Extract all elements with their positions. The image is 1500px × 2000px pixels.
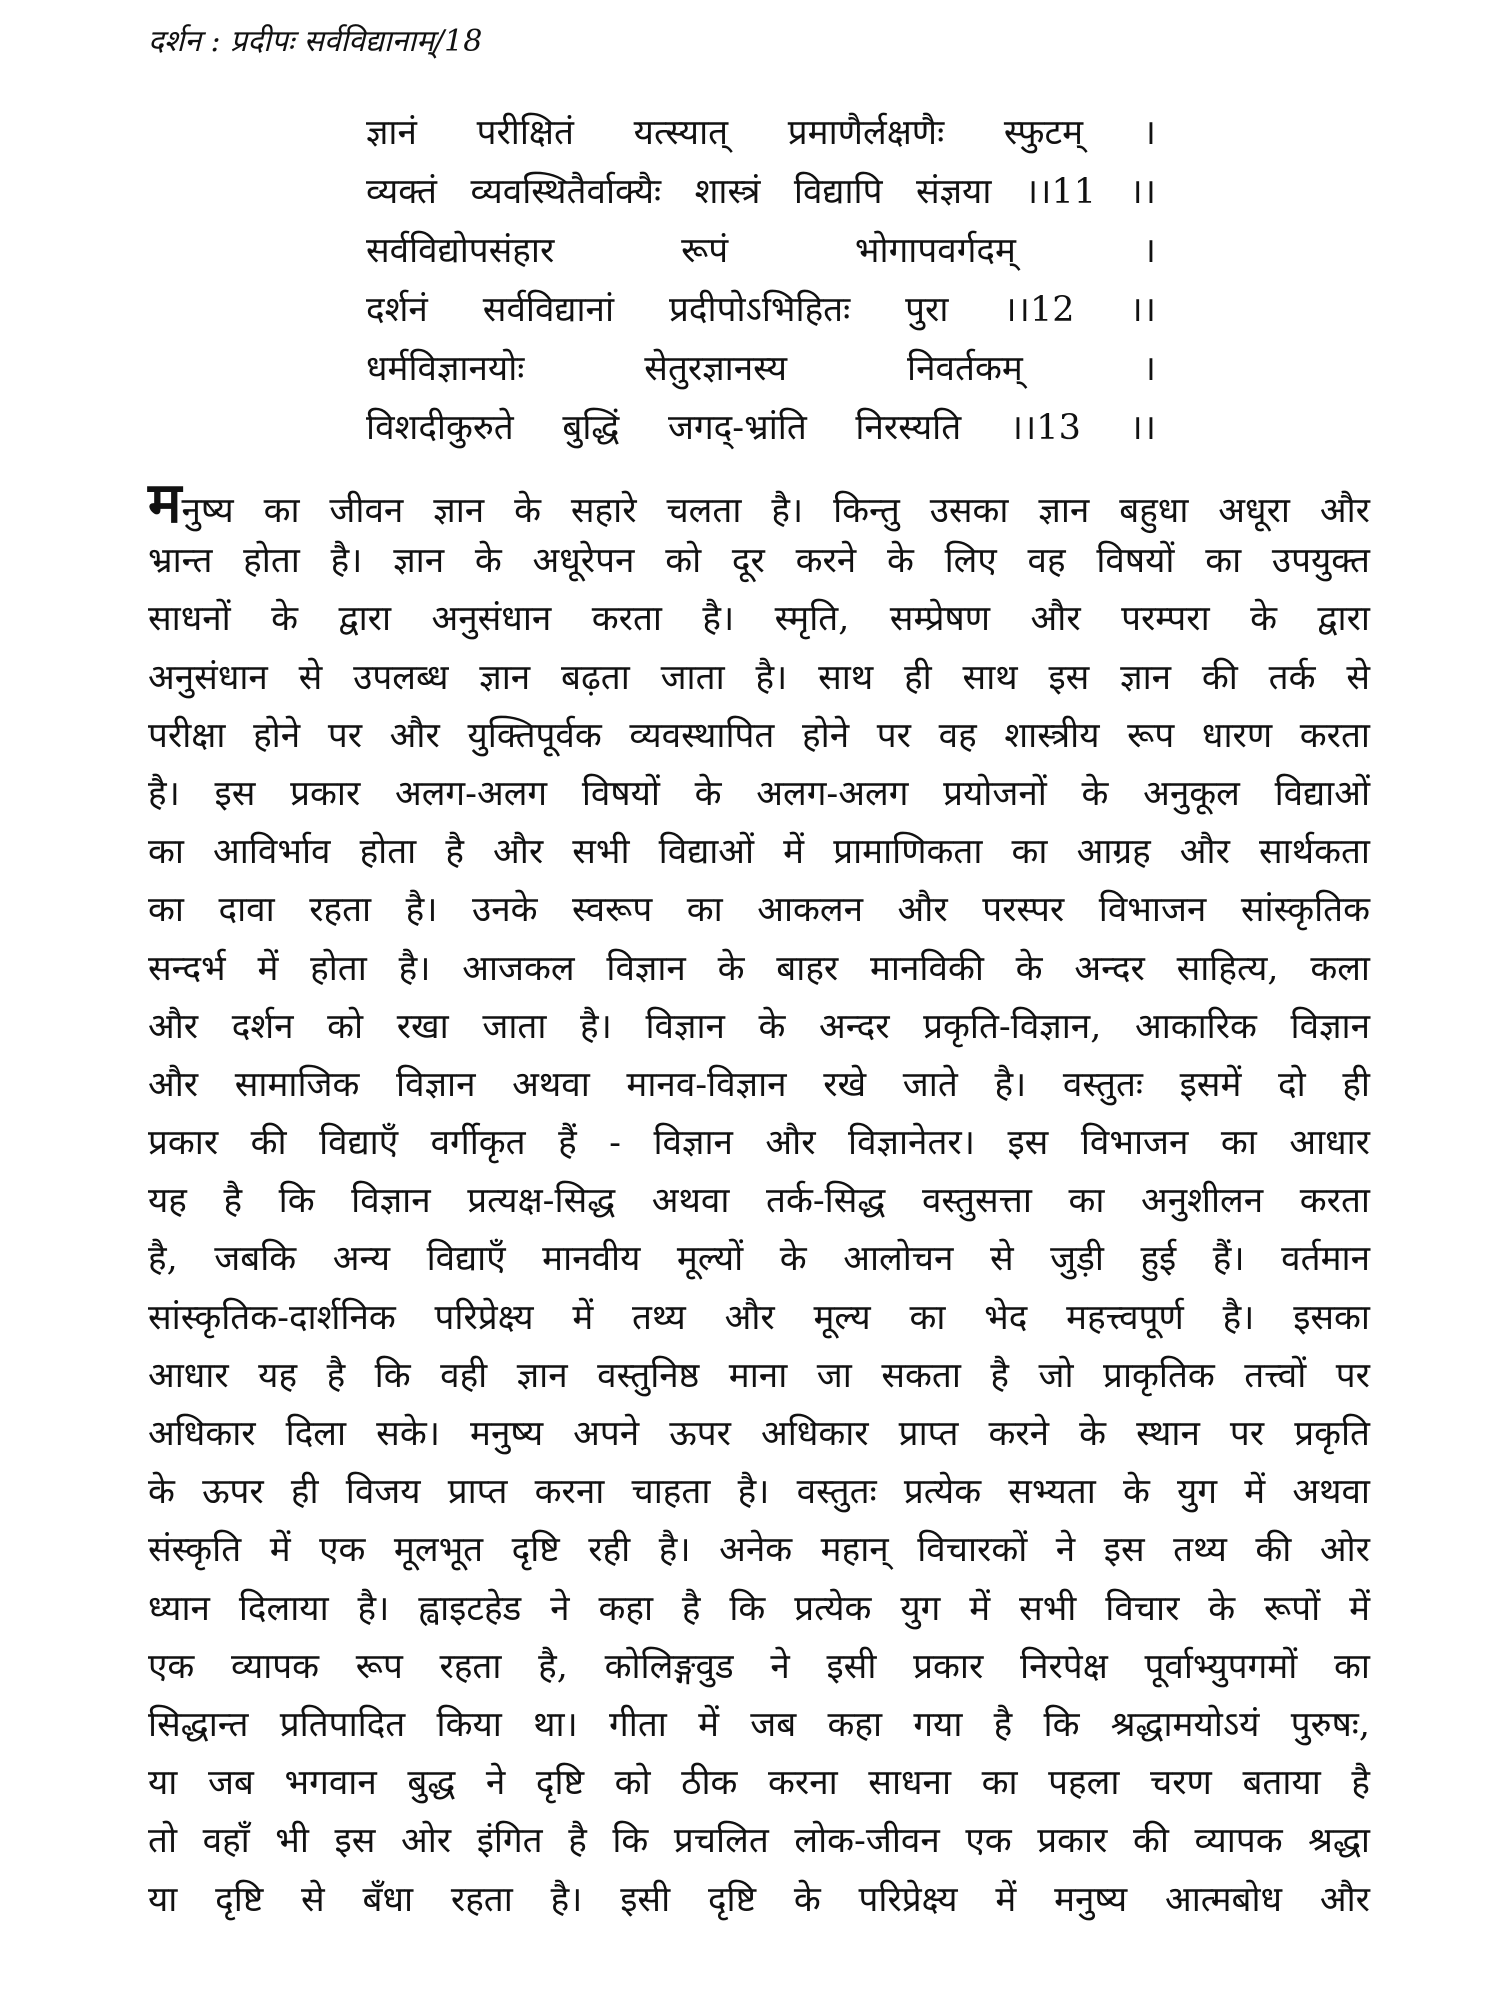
body-line: का दावा रहता है। उनके स्वरूप का आकलन और परस्पर विभाजन सांस्कृतिक bbox=[148, 890, 1370, 931]
body-line-first bbox=[148, 470, 1370, 536]
body-line: और दर्शन को रखा जाता है। विज्ञान के अन्दर प्रकृति-विज्ञान, आकारिक विज्ञान bbox=[148, 1006, 1370, 1047]
body-line: एक व्यापक रूप रहता है, कोलिङ्गवुड ने इसी प्रकार निरपेक्ष पूर्वाभ्युपगमों का bbox=[148, 1646, 1370, 1687]
body-line: प्रकार की विद्याएँ वर्गीकृत हैं - विज्ञान और विज्ञानेतर। इस विभाजन का आधार bbox=[148, 1123, 1370, 1164]
first-line-text: नुष्य का जीवन ज्ञान के सहारे चलता है। किन्तु उसका ज्ञान बहुधा अधूरा और bbox=[181, 491, 1370, 531]
body-line: यह है कि विज्ञान प्रत्यक्ष-सिद्ध अथवा तर्क-सिद्ध वस्तुसत्ता का अनुशीलन करता bbox=[148, 1181, 1370, 1222]
body-line: अनुसंधान से उपलब्ध ज्ञान बढ़ता जाता है। साथ ही साथ इस ज्ञान की तर्क से bbox=[148, 657, 1370, 698]
body-line: या जब भगवान बुद्ध ने दृष्टि को ठीक करना साधना का पहला चरण बताया है bbox=[148, 1763, 1370, 1804]
body-line: सांस्कृतिक-दार्शनिक परिप्रेक्ष्य में तथ्य और मूल्य का भेद महत्त्वपूर्ण है। इसका bbox=[148, 1297, 1370, 1338]
body-line: या दृष्टि से बँधा रहता है। इसी दृष्टि के परिप्रेक्ष्य में मनुष्य आत्मबोध और bbox=[148, 1879, 1370, 1920]
body-line: और सामाजिक विज्ञान अथवा मानव-विज्ञान रखे जाते है। वस्तुतः इसमें दो ही bbox=[148, 1064, 1370, 1105]
verse-line: धर्मविज्ञानयोः सेतुरज्ञानस्य निवर्तकम् । bbox=[366, 349, 1156, 389]
sanskrit-verses bbox=[366, 104, 1166, 458]
body-line: संस्कृति में एक मूलभूत दृष्टि रही है। अनेक महान् विचारकों ने इस तथ्य की ओर bbox=[148, 1530, 1370, 1571]
verse-line: दर्शनं सर्वविद्यानां प्रदीपोऽभिहितः पुरा ।।12 ।। bbox=[366, 290, 1156, 330]
body-line: के ऊपर ही विजय प्राप्त करना चाहता है। वस्तुतः प्रत्येक सभ्यता के युग में अथवा bbox=[148, 1472, 1370, 1513]
body-line: सन्दर्भ में होता है। आजकल विज्ञान के बाहर मानविकी के अन्दर साहित्य, कला bbox=[148, 948, 1370, 989]
body-line: ध्यान दिलाया है। ह्वाइटहेड ने कहा है कि प्रत्येक युग में सभी विचार के रूपों में bbox=[148, 1588, 1370, 1629]
body-line: सिद्धान्त प्रतिपादित किया था। गीता में जब कहा गया है कि श्रद्धामयोऽयं पुरुषः, bbox=[148, 1704, 1370, 1745]
body-line: है, जबकि अन्य विद्याएँ मानवीय मूल्यों के आलोचन से जुड़ी हुई हैं। वर्तमान bbox=[148, 1239, 1370, 1280]
body-line: भ्रान्त होता है। ज्ञान के अधूरेपन को दूर करने के लिए वह विषयों का उपयुक्त bbox=[148, 541, 1370, 582]
verse-line: व्यक्तं व्यवस्थितैर्वाक्यैः शास्त्रं विद्यापि संज्ञया ।।11 ।। bbox=[366, 172, 1156, 212]
body-line: साधनों के द्वारा अनुसंधान करता है। स्मृति, सम्प्रेषण और परम्परा के द्वारा bbox=[148, 599, 1370, 640]
verse-line: ज्ञानं परीक्षितं यत्स्यात् प्रमाणैर्लक्षणैः स्फुटम् । bbox=[366, 113, 1156, 153]
running-head: दर्शन : प्रदीपः सर्वविद्यानाम्/18 bbox=[148, 24, 483, 59]
body-line: का आविर्भाव होता है और सभी विद्याओं में प्रामाणिकता का आग्रह और सार्थकता bbox=[148, 832, 1370, 873]
body-line: तो वहाँ भी इस ओर इंगित है कि प्रचलित लोक-जीवन एक प्रकार की व्यापक श्रद्धा bbox=[148, 1821, 1370, 1862]
drop-cap: म bbox=[148, 470, 182, 536]
body-line: परीक्षा होने पर और युक्तिपूर्वक व्यवस्थापित होने पर वह शास्त्रीय रूप धारण करता bbox=[148, 715, 1370, 756]
body-paragraph bbox=[148, 470, 1370, 1929]
body-line: आधार यह है कि वही ज्ञान वस्तुनिष्ठ माना जा सकता है जो प्राकृतिक तत्त्वों पर bbox=[148, 1355, 1370, 1396]
verse-line: विशदीकुरुते बुद्धिं जगद्-भ्रांति निरस्यति ।।13 ।। bbox=[366, 408, 1156, 448]
verse-line: सर्वविद्योपसंहार रूपं भोगापवर्गदम् । bbox=[366, 231, 1156, 271]
body-line: है। इस प्रकार अलग-अलग विषयों के अलग-अलग प्रयोजनों के अनुकूल विद्याओं bbox=[148, 773, 1370, 814]
body-line: अधिकार दिला सके। मनुष्य अपने ऊपर अधिकार प्राप्त करने के स्थान पर प्रकृति bbox=[148, 1414, 1370, 1454]
